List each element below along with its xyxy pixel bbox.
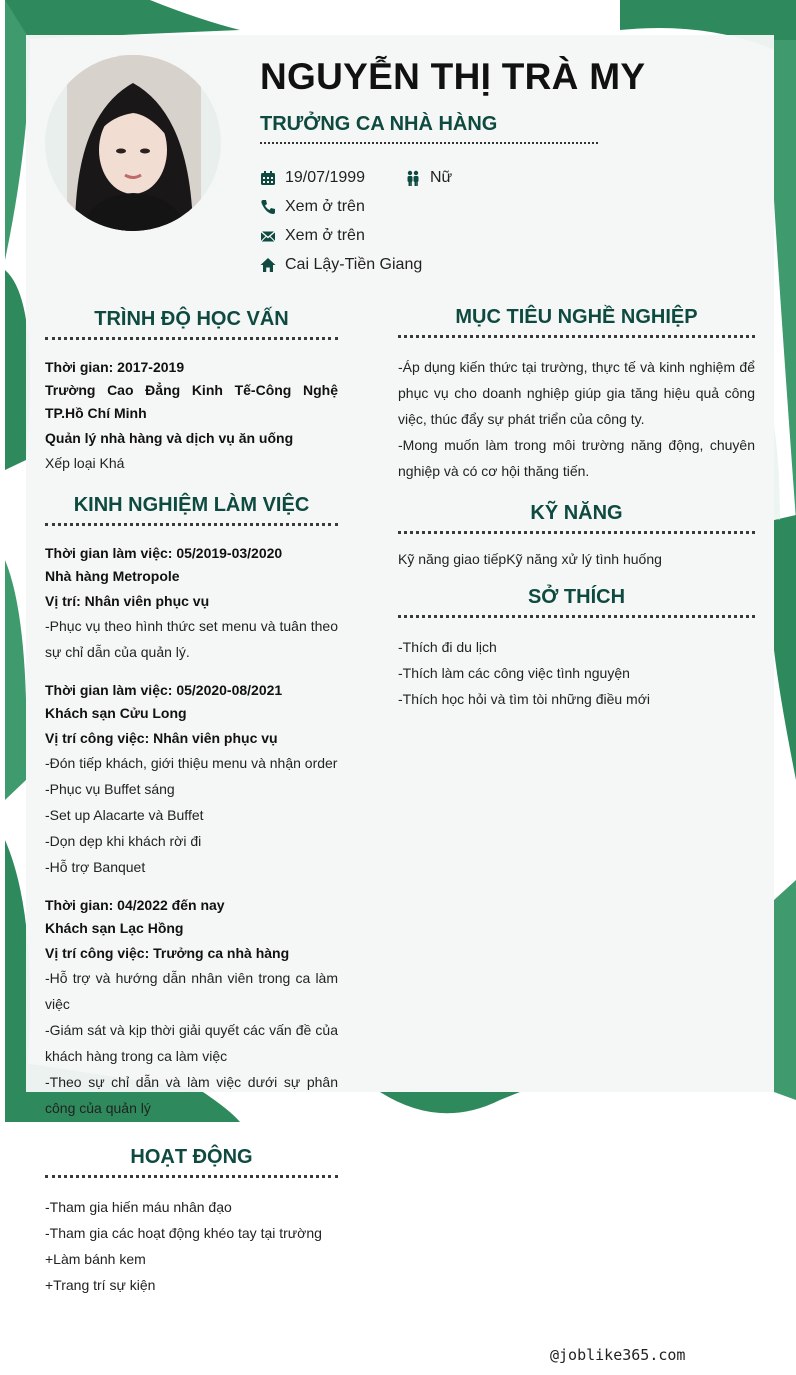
experience-position: Vị trí công việc: Nhân viên phục vụ [45,730,278,746]
hobby-item: -Thích làm các công việc tình nguyện [398,665,630,681]
experience-duty: -Phục vụ Buffet sáng [45,781,175,797]
birthday-row [260,169,365,187]
education-time: Thời gian: 2017-2019 [45,359,185,375]
right-column [398,306,755,712]
email-value: Xem ở trên [285,227,365,244]
experience-duty: -Giám sát và kịp thời giải quyết các vấn đề của khách hàng trong ca làm việc [45,1022,338,1064]
experience-entry [45,894,338,1121]
people-icon [405,170,421,186]
calendar-icon [260,170,276,186]
education-grade: Xếp loại Khá [45,455,125,471]
left-column [45,308,338,1135]
phone-row [260,198,365,216]
experience-duty: -Phục vụ theo hình thức set menu và tuân theo sự chỉ dẫn của quản lý. [45,618,338,660]
experience-position: Vị trí công việc: Trưởng ca nhà hàng [45,945,290,961]
phone-icon [260,199,276,215]
watermark-text: @joblike365.com [550,1346,686,1364]
experience-company: Khách sạn Cửu Long [45,705,187,721]
education-entry [45,356,338,476]
gender-row [405,169,452,187]
activity-item: -Tham gia hiến máu nhân đạo [45,1199,232,1215]
experience-duty: -Set up Alacarte và Buffet [45,807,204,823]
experience-time: Thời gian làm việc: 05/2019-03/2020 [45,545,283,561]
experience-time: Thời gian làm việc: 05/2020-08/2021 [45,682,283,698]
experience-duty: -Theo sự chỉ dẫn và làm việc dưới sự phân công của quản lý [45,1074,338,1116]
objective-paragraph: -Mong muốn làm trong môi trường năng động, chuyên nghiệp và có cơ hội thăng tiến. [398,437,755,479]
address-value: Cai Lậy-Tiền Giang [285,256,423,273]
experience-duty: -Hỗ trợ Banquet [45,859,146,875]
objective-title: MỤC TIÊU NGHỀ NGHIỆP [398,306,755,338]
envelope-icon [260,228,276,244]
job-title: TRƯỞNG CA NHÀ HÀNG [260,113,598,144]
skills-text: Kỹ năng giao tiếpKỹ năng xử lý tình huống [398,551,662,567]
education-title: TRÌNH ĐỘ HỌC VẤN [45,308,338,340]
activity-item: -Tham gia các hoạt động khéo tay tại trường [45,1225,322,1241]
experience-duty: -Hỗ trợ và hướng dẫn nhân viên trong ca làm việc [45,970,338,1012]
avatar [45,55,221,231]
experience-company: Khách sạn Lạc Hồng [45,920,184,936]
experience-title: KINH NGHIỆM LÀM VIỆC [45,494,338,526]
experience-duty: -Đón tiếp khách, giới thiệu menu và nhận order [45,755,338,771]
gender-value: Nữ [430,169,453,186]
experience-company: Nhà hàng Metropole [45,568,180,584]
activities-title: HOẠT ĐỘNG [45,1146,338,1178]
experience-duty: -Dọn dẹp khi khách rời đi [45,833,202,849]
hobby-item: -Thích học hỏi và tìm tòi những điều mới [398,691,650,707]
experience-position: Vị trí: Nhân viên phục vụ [45,593,210,609]
objective-paragraph: -Áp dụng kiến thức tại trường, thực tế và kinh nghiệm để phục vụ cho doanh nghiệp giúp gia tăng hiệu quả công việc, thúc đẩy sự phát triển của công ty. [398,359,755,427]
email-row [260,227,365,245]
experience-entry [45,542,338,665]
hobbies-title: SỞ THÍCH [398,586,755,618]
phone-value: Xem ở trên [285,198,365,215]
education-major: Quản lý nhà hàng và dịch vụ ăn uống [45,430,294,446]
activity-item: +Làm bánh kem [45,1251,146,1267]
activities-section [45,1146,338,1298]
hobby-item: -Thích đi du lịch [398,639,497,655]
education-school: Trường Cao Đẳng Kinh Tế-Công Nghệ TP.Hồ Chí Minh [45,382,338,421]
activity-item: +Trang trí sự kiện [45,1277,156,1293]
candidate-name: NGUYỄN THỊ TRÀ MY [260,56,646,97]
experience-entry [45,679,338,880]
address-row [260,256,422,274]
birthday-value: 19/07/1999 [285,169,366,186]
home-icon [260,257,276,273]
skills-title: KỸ NĂNG [398,502,755,534]
experience-time: Thời gian: 04/2022 đến nay [45,897,225,913]
